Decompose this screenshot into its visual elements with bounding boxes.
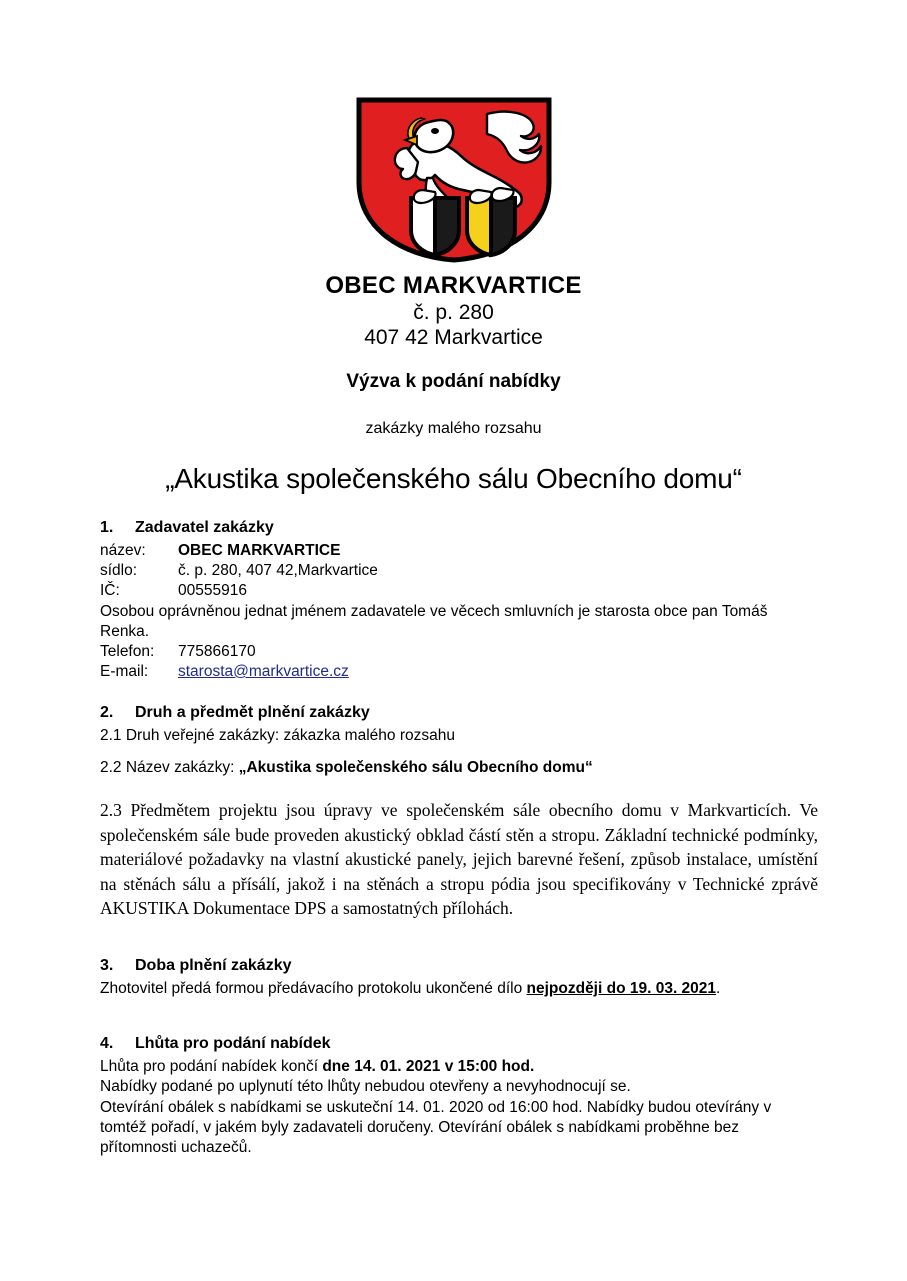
field-telefon [100,642,818,662]
project-title: „Akustika společenského sálu Obecního domu“ [165,463,742,494]
organization-header [0,273,907,351]
section-1-number: 1. [100,519,114,536]
section-3-heading [100,955,818,976]
field-telefon-label: Telefon: [100,642,155,660]
section-4-number: 4. [100,1035,114,1053]
section-4-title: Lhůta pro podání nabídek [135,1035,331,1053]
submission-deadline-value: dne 14. 01. 2021 v 15:00 hod. [322,1058,535,1076]
field-email [100,662,818,682]
document-body [100,517,818,1158]
field-ic-value: 00555916 [178,582,247,600]
field-nazev [100,541,818,561]
field-sidlo-value: č. p. 280, 407 42,Markvartice [178,562,378,580]
field-nazev-label: název: [100,542,146,560]
section-4-heading [100,1033,818,1054]
item-2-1: 2.1 Druh veřejné zakázky: zákazka malého rozsahu [100,727,455,745]
section-2-title: Druh a předmět plnění zakázky [135,704,370,722]
section-3-text [100,979,818,999]
organization-address-line-1: č. p. 280 [413,300,494,324]
left-escutcheon [411,198,459,255]
item-2-3: 2.3 Předmětem projektu jsou úpravy ve společenském sále obecního domu v Markvarticích. Ve společenském sále bude proveden akustický obklad částí stěn a stropu. Základní technické podmínky, materiálové požadavky na vlastní akustické panely, jejich barevné řešení, způsob instalace, umístění na stěnách sálu a přísálí, jakož i na stěnách a stropu pódia jsou specifikovány v Technické zprávě AKUSTIKA Dokumentace DPS a samostatných přílohách. [100,800,818,919]
authorized-person-paragraph: Osobou oprávněnou jednat jménem zadavatele ve věcech smluvních je starosta obce pan Tomáš Renka. [100,602,768,640]
organization-name: OBEC MARKVARTICE [325,272,582,299]
right-escutcheon [467,198,515,255]
field-ic-label: IČ: [100,582,120,600]
field-ic [100,581,818,601]
field-sidlo-label: sídlo: [100,562,138,580]
section-3-text-suffix: . [716,980,721,998]
section-1-title: Zadavatel zakázky [135,519,274,536]
section-3-title: Doba plnění zakázky [135,956,292,974]
coat-of-arms-image [355,96,553,264]
section-3-number: 3. [100,956,114,974]
field-telefon-value: 775866170 [178,642,256,660]
call-title: Výzva k podání nabídky [346,371,561,392]
completion-deadline: nejpozději do 19. 03. 2021 [526,980,717,998]
envelope-opening-note: Otevírání obálek s nabídkami se uskuteční 14. 01. 2020 od 16:00 hod. Nabídky budou otevírány v tomtéž pořadí, v jakém byly zadavateli doručeny. Otevírání obálek s nabídkami proběhne bez přítomnosti uchazečů. [100,1098,772,1156]
item-2-2-value: „Akustika společenského sálu Obecního domu“ [238,759,593,777]
field-sidlo [100,561,818,581]
coat-of-arms-container [0,96,907,264]
section-2-number: 2. [100,704,114,722]
section-1-heading [100,517,818,538]
organization-address-line-2: 407 42 Markvartice [364,326,543,350]
email-link[interactable]: starosta@markvartice.cz [178,662,349,680]
section-3-text-prefix: Zhotovitel předá formou předávacího protokolu ukončené dílo [100,980,527,998]
call-subtitle: zakázky malého rozsahu [365,420,542,437]
field-nazev-value: OBEC MARKVARTICE [178,542,341,560]
field-email-label: E-mail: [100,662,149,680]
item-2-2-prefix: 2.2 Název zakázky: [100,759,235,777]
late-offers-note: Nabídky podané po uplynutí této lhůty nebudou otevřeny a nevyhodnocují se. [100,1078,631,1096]
section-2-heading [100,702,818,723]
submission-deadline-prefix: Lhůta pro podání nabídek končí [100,1058,323,1076]
item-2-2 [100,758,818,778]
submission-deadline-line [100,1057,818,1077]
